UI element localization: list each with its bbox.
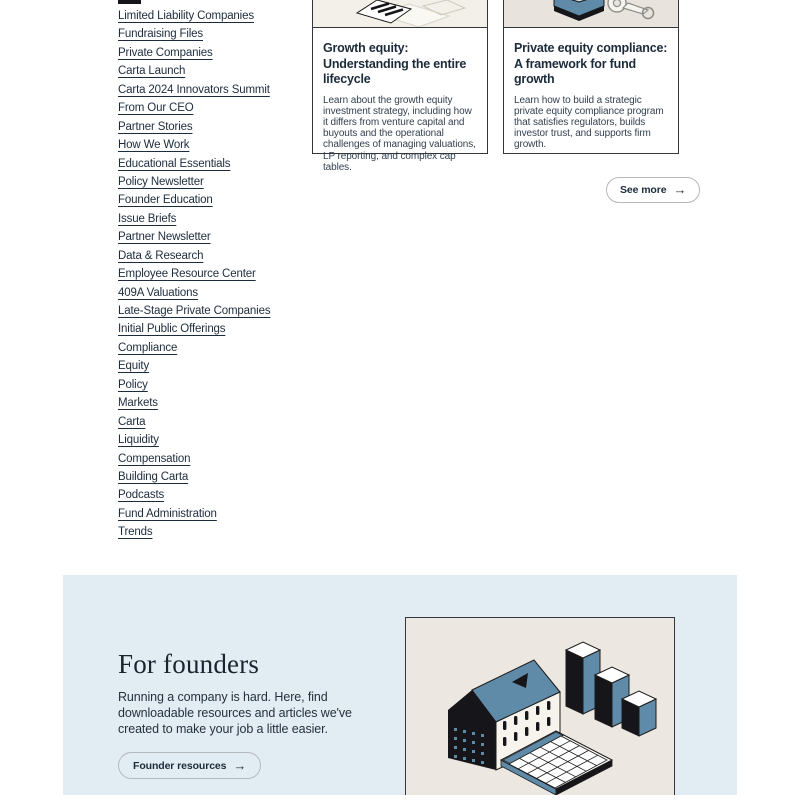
sidebar-item-compensation[interactable]: Compensation	[118, 452, 191, 465]
arrow-right-icon: →	[233, 757, 247, 773]
list-item	[118, 504, 338, 522]
list-item	[118, 319, 338, 337]
section-title: For founders	[118, 649, 260, 679]
sidebar-item-equity[interactable]: Equity	[118, 360, 150, 373]
section-description: Running a company is hard. Here, find downloadable resources and articles we've created to make your job a little easier.	[118, 690, 352, 736]
article-card-private-equity-compliance[interactable]	[503, 0, 679, 154]
sidebar-item-policy-newsletter[interactable]: Policy Newsletter	[118, 175, 204, 188]
list-item	[118, 117, 338, 135]
sidebar-item-partner-stories[interactable]: Partner Stories	[118, 120, 193, 133]
article-card-body	[313, 28, 487, 173]
sidebar-item-private-companies[interactable]: Private Companies	[118, 46, 213, 59]
list-item	[118, 338, 338, 356]
sidebar-item-carta[interactable]: Carta	[118, 415, 146, 428]
sidebar-item-fund-administration[interactable]: Fund Administration	[118, 507, 217, 520]
sidebar-item-initial-public-offerings[interactable]: Initial Public Offerings	[118, 323, 226, 336]
article-card-title: Growth equity: Understanding the entire lifecycle	[323, 41, 467, 86]
see-more-label: See more	[620, 184, 667, 196]
article-card-description: Learn about the growth equity investment strategy, including how it differs from venture capital and buyouts and the operational challenges of managing valuations, LP reporting, and complex cap tables.	[323, 94, 476, 173]
sidebar-item-how-we-work[interactable]: How We Work	[118, 139, 190, 152]
sidebar-item-fundraising-files[interactable]: Fundraising Files	[118, 28, 204, 41]
list-item	[118, 80, 338, 98]
list-item	[118, 6, 338, 24]
see-more-button[interactable]	[606, 177, 700, 203]
sidebar-item-markets[interactable]: Markets	[118, 397, 158, 410]
list-item	[118, 190, 338, 208]
house-bar-chart-calculator-icon	[406, 618, 673, 795]
sidebar-item-carta-launch[interactable]: Carta Launch	[118, 65, 186, 78]
list-item	[118, 43, 338, 61]
list-item	[118, 485, 338, 503]
list-item	[118, 98, 338, 116]
sidebar-item-podcasts[interactable]: Podcasts	[118, 489, 165, 502]
sidebar-item-policy[interactable]: Policy	[118, 378, 148, 391]
sidebar-item-employee-resource-center[interactable]: Employee Resource Center	[118, 268, 256, 281]
list-item	[118, 301, 338, 319]
sidebar-item-data-research[interactable]: Data & Research	[118, 249, 204, 262]
sidebar-item-409a-valuations[interactable]: 409A Valuations	[118, 286, 199, 299]
list-item	[118, 264, 338, 282]
list-item	[118, 375, 338, 393]
sidebar-item-building-carta[interactable]: Building Carta	[118, 470, 189, 483]
for-founders-section	[63, 575, 737, 795]
sidebar-item-issue-briefs[interactable]: Issue Briefs	[118, 212, 177, 225]
list-item	[118, 467, 338, 485]
list-item	[118, 430, 338, 448]
list-item	[118, 522, 338, 540]
sidebar-item-compliance[interactable]: Compliance	[118, 341, 178, 354]
clipped-link-fragment[interactable]	[118, 0, 141, 4]
article-card-growth-equity[interactable]	[312, 0, 488, 173]
list-item	[118, 227, 338, 245]
list-item	[118, 154, 338, 172]
founders-illustration-panel	[405, 617, 675, 795]
founder-resources-button[interactable]	[118, 752, 261, 779]
sidebar-item-from-our-ceo[interactable]: From Our CEO	[118, 102, 194, 115]
article-card-body	[504, 28, 678, 151]
list-item	[118, 393, 338, 411]
list-item	[118, 135, 338, 153]
sidebar-item-founder-education[interactable]: Founder Education	[118, 194, 213, 207]
founder-resources-label: Founder resources	[133, 759, 227, 772]
sidebar-item-carta-2024-innovators-summit[interactable]: Carta 2024 Innovators Summit	[118, 83, 270, 96]
article-card-illustration	[504, 0, 678, 28]
list-item	[118, 283, 338, 301]
striped-ramp-isometric-icon	[313, 0, 486, 28]
list-item	[118, 412, 338, 430]
list-item	[118, 449, 338, 467]
blue-box-wrench-isometric-icon	[504, 0, 676, 28]
arrow-right-icon: →	[673, 182, 687, 197]
list-item	[118, 61, 338, 79]
list-item	[118, 172, 338, 190]
article-card-description: Learn how to build a strategic private equity compliance program that satisfies regulators, builds investor trust, and supports firm growth.	[514, 94, 664, 151]
sidebar-item-liquidity[interactable]: Liquidity	[118, 434, 159, 447]
article-card-title: Private equity compliance: A framework for fund growth	[514, 41, 668, 86]
sidebar-item-trends[interactable]: Trends	[118, 526, 153, 539]
article-card-illustration	[313, 0, 487, 28]
list-item	[118, 209, 338, 227]
list-item	[118, 356, 338, 374]
sidebar-item-educational-essentials[interactable]: Educational Essentials	[118, 157, 231, 170]
topic-link-list	[118, 6, 338, 541]
sidebar-item-late-stage-private-companies[interactable]: Late-Stage Private Companies	[118, 305, 271, 317]
list-item	[118, 246, 338, 264]
list-item	[118, 24, 338, 42]
sidebar-item-partner-newsletter[interactable]: Partner Newsletter	[118, 231, 211, 244]
sidebar-item-limited-liability-companies[interactable]: Limited Liability Companies	[118, 10, 254, 22]
